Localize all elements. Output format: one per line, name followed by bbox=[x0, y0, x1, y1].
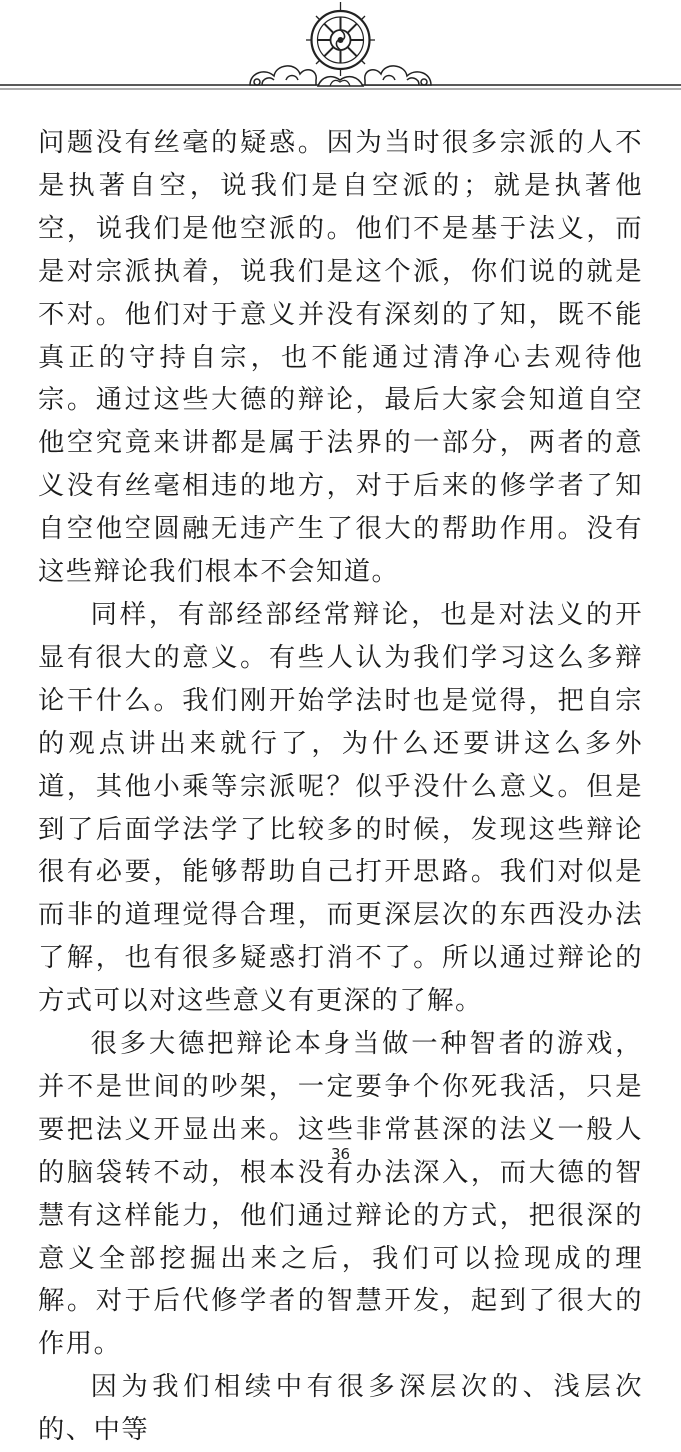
paragraph-4: 因为我们相续中有很多深层次的、浅层次的、中等 bbox=[38, 1372, 643, 1446]
header-ornament bbox=[0, 0, 681, 110]
auspicious-cloud-icon-right bbox=[365, 66, 431, 85]
page-body bbox=[38, 122, 643, 1452]
paragraph-3: 很多大德把辩论本身当做一种智者的游戏，并不是世间的吵架，一定要争个你死我活，只是要把法义开显出来。这些非常甚深的法义一般人的脑袋转不动，根本没有办法深入，而大德的智慧有这样能力，他们通过辩论的方式，把很深的意义全部挖掘出来之后，我们可以捡现成的理解。对于后代修学者的智慧开发，起到了很大的作用。 bbox=[38, 1029, 643, 1360]
dharma-wheel-icon bbox=[306, 2, 375, 86]
paragraph-1: 问题没有丝毫的疑惑。因为当时很多宗派的人不是执著自空，说我们是自空派的；就是执著他空，说我们是他空派的。他们不是基于法义，而是对宗派执着，说我们是这个派，你们说的就是不对。他们对于意义并没有深刻的了知，既不能真正的守持自宗，也不能通过清净心去观待他宗。通过这些大德的辩论，最后大家会知道自空他空究竟来讲都是属于法界的一部分，两者的意义没有丝毫相违的地方，对于后来的修学者了知自空他空圆融无违产生了很大的帮助作用。没有这些辩论我们根本不会知道。 bbox=[38, 128, 643, 588]
page-header bbox=[0, 0, 681, 110]
paragraph-2: 同样，有部经部经常辩论，也是对法义的开显有很大的意义。有些人认为我们学习这么多辩论干什么。我们刚开始学法时也是觉得，把自宗的观点讲出来就行了，为什么还要讲这么多外道，其他小乘等宗派呢？似乎没什么意义。但是到了后面学法学了比较多的时候，发现这些辩论很有必要，能够帮助自己打开思路。我们对似是而非的道理觉得合理，而更深层次的东西没办法了解，也有很多疑惑打消不了。所以通过辩论的方式可以对这些意义有更深的了解。 bbox=[38, 599, 643, 1017]
page-number: 36 bbox=[330, 1145, 351, 1163]
auspicious-cloud-icon-left bbox=[250, 66, 316, 85]
